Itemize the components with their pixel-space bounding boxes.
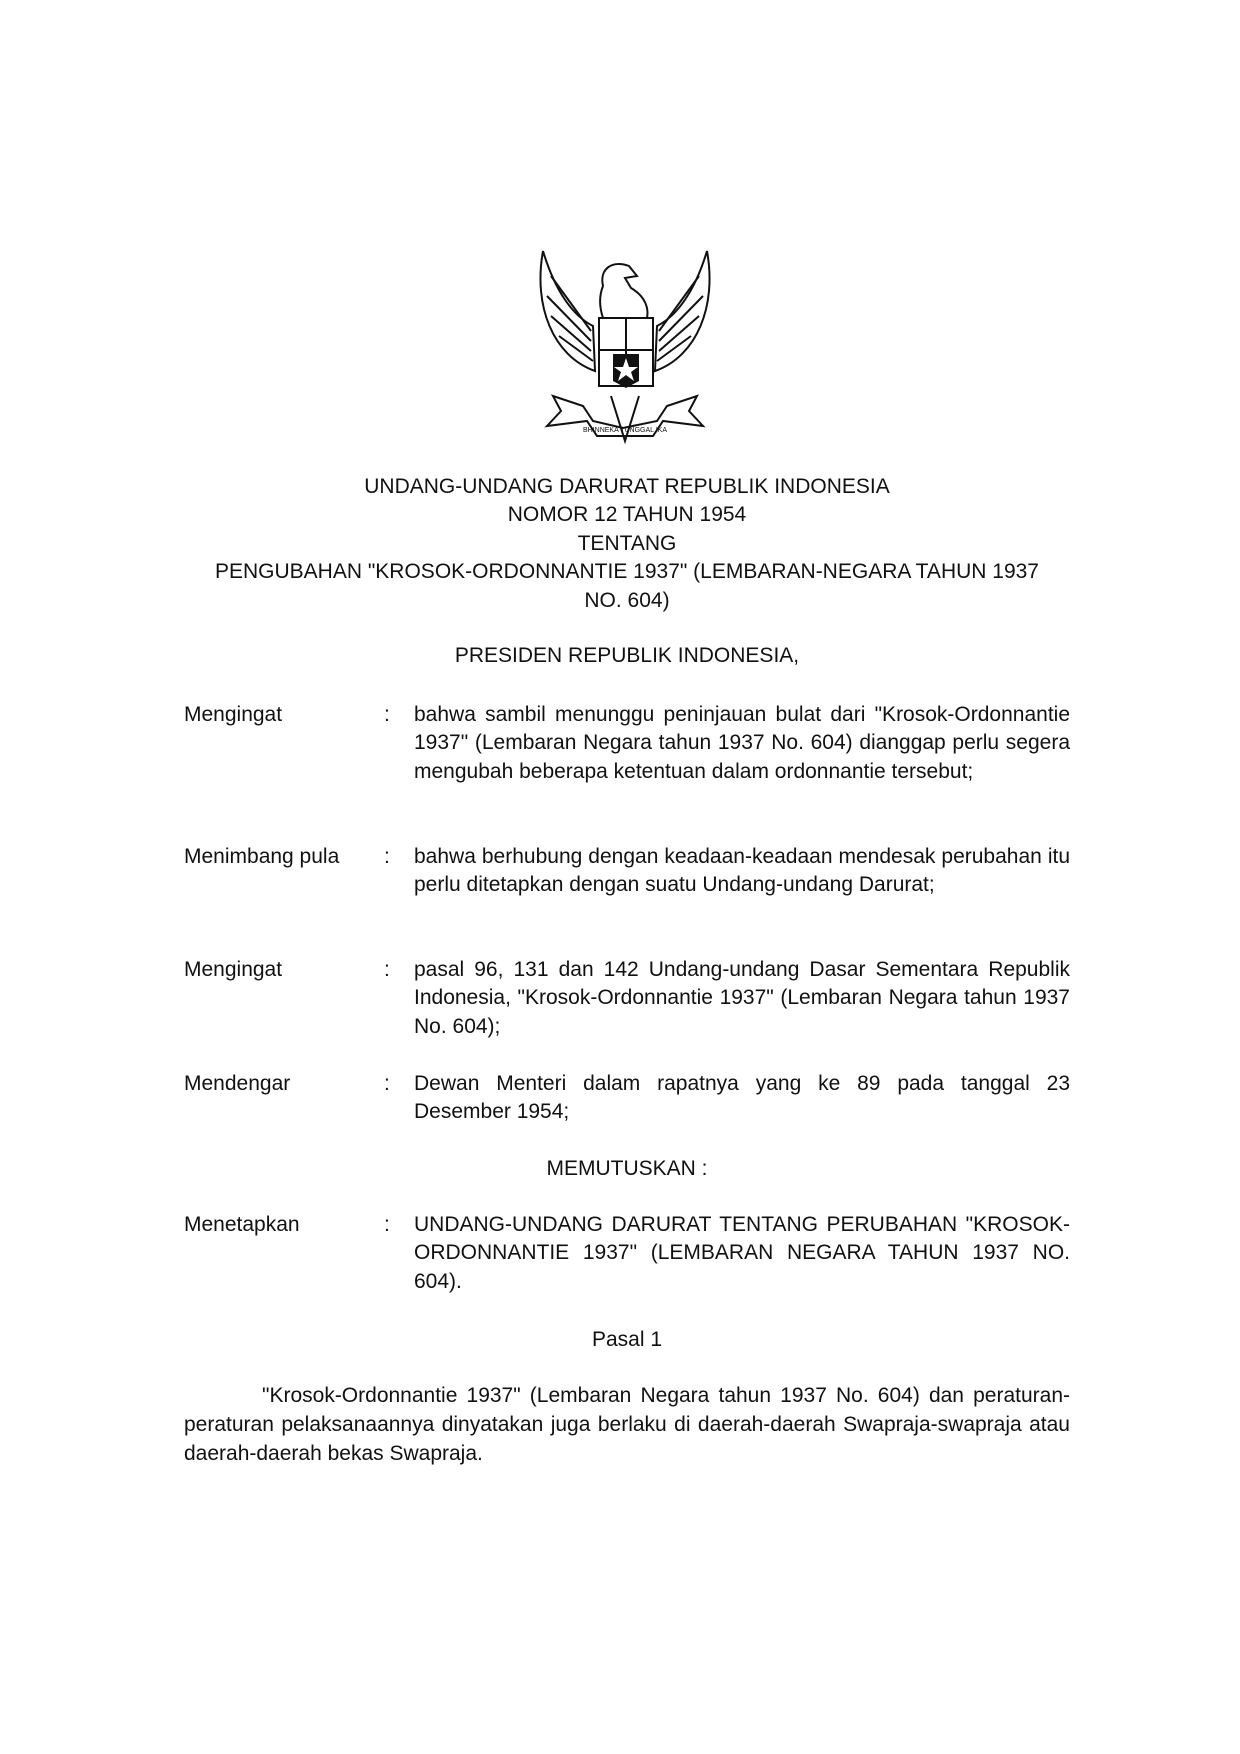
title-line-5: NO. 604) xyxy=(584,588,670,612)
colon: : xyxy=(384,958,390,981)
consideration-row xyxy=(184,843,1070,900)
consideration-label: Mengingat xyxy=(184,703,283,726)
title-line-2: NOMOR 12 TAHUN 1954 xyxy=(507,503,747,527)
consideration-label: Menimbang pula xyxy=(184,845,340,868)
consideration-text: bahwa sambil menunggu peninjauan bulat dari "Krosok-Ordonnantie 1937" (Lembaran Negara tahun 1937 No. 604) dianggap perlu segera mengubah beberapa ketentuan dalam ordonnantie tersebut; xyxy=(414,703,1070,783)
article-text: "Krosok-Ordonnantie 1937" (Lembaran Negara tahun 1937 No. 604) dan peraturan-peraturan pelaksanaannya dinyatakan juga berlaku di daerah-daerah Swapraja-swapraja atau daerah-daerah bekas Swapraja. xyxy=(184,1384,1070,1465)
article-title: Pasal 1 xyxy=(591,1328,663,1351)
enactment-text: UNDANG-UNDANG DARURAT TENTANG PERUBAHAN "KROSOK-ORDONNANTIE 1937" (LEMBARAN NEGARA TAHUN 1937 NO. 604). xyxy=(414,1213,1070,1293)
consideration-label: Mengingat xyxy=(184,958,283,981)
colon: : xyxy=(384,703,390,726)
enactment-label: Menetapkan xyxy=(184,1213,300,1236)
consideration-text: Dewan Menteri dalam rapatnya yang ke 89 pada tanggal 23 Desember 1954; xyxy=(414,1072,1070,1124)
consideration-row xyxy=(184,1070,1070,1127)
consideration-text: bahwa berhubung dengan keadaan-keadaan mendesak perubahan itu perlu ditetapkan dengan suatu Undang-undang Darurat; xyxy=(414,845,1070,897)
president-heading: PRESIDEN REPUBLIK INDONESIA, xyxy=(454,644,800,667)
colon: : xyxy=(384,845,390,868)
consideration-row xyxy=(184,956,1070,1041)
enactment-row xyxy=(184,1211,1070,1296)
garuda-emblem xyxy=(533,246,717,446)
consideration-row xyxy=(184,701,1070,786)
decision-heading: MEMUTUSKAN : xyxy=(546,1157,708,1180)
document-title xyxy=(184,473,1070,615)
title-line-3: TENTANG xyxy=(577,531,677,555)
colon: : xyxy=(384,1213,390,1236)
consideration-label: Mendengar xyxy=(184,1072,291,1095)
consideration-text: pasal 96, 131 dan 142 Undang-undang Dasar Sementara Republik Indonesia, "Krosok-Ordonnantie 1937" (Lembaran Negara tahun 1937 No. 604); xyxy=(414,958,1070,1038)
title-line-1: UNDANG-UNDANG DARURAT REPUBLIK INDONESIA xyxy=(364,475,890,498)
title-line-4: PENGUBAHAN "KROSOK-ORDONNANTIE 1937" (LEMBARAN-NEGARA TAHUN 1937 xyxy=(214,560,1039,584)
svg-text:BHINNEKA TUNGGAL IKA: BHINNEKA TUNGGAL IKA xyxy=(582,427,668,434)
colon: : xyxy=(384,1072,390,1095)
